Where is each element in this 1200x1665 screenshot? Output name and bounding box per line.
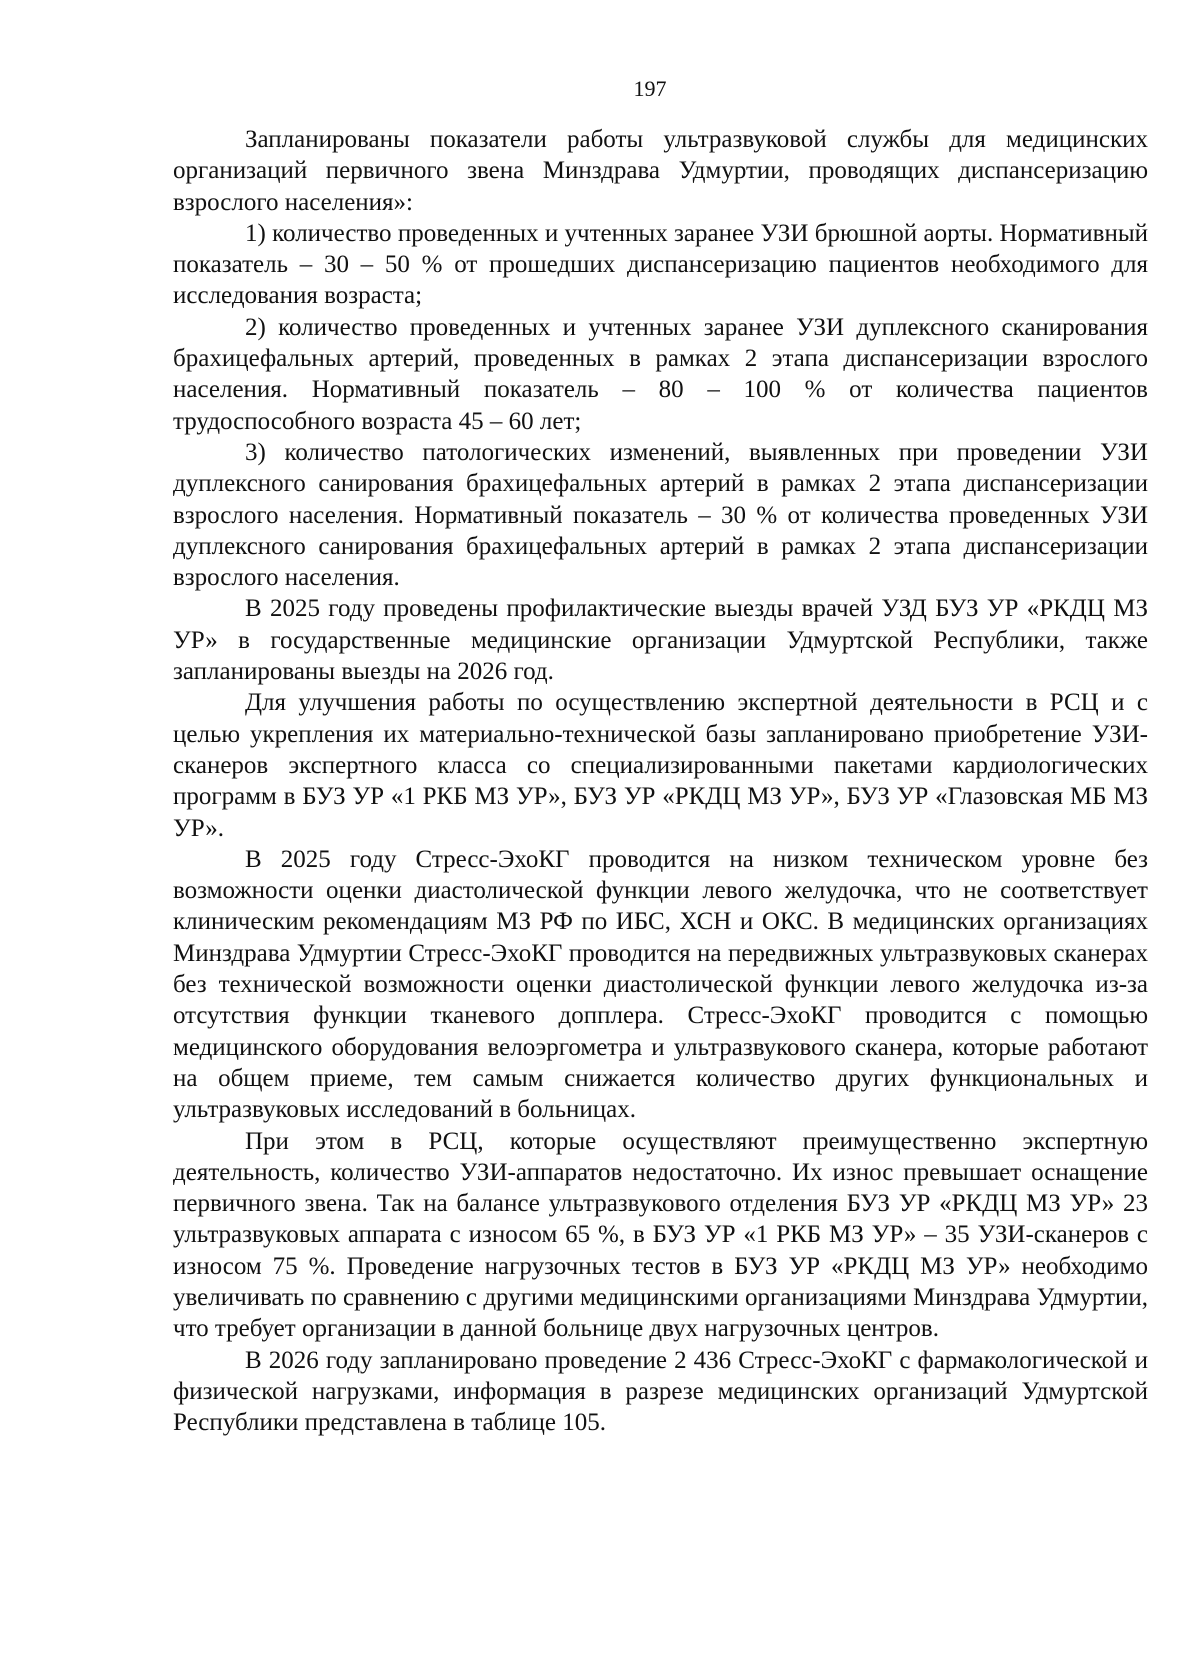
paragraph-visits: В 2025 году проведены профилактические выезды врачей УЗД БУЗ УР «РКДЦ МЗ УР» в государственные медицинские организации Удмуртской Республики, также запланированы выезды на 2026 год. — [173, 595, 1148, 686]
paragraph-equipment-wear: При этом в РСЦ, которые осуществляют преимущественно экспертную деятельность, количество УЗИ-аппаратов недостаточно. Их износ превышает оснащение первичного звена. Так на балансе ультразвукового отделения БУЗ УР «РКДЦ МЗ УР» 23 ультразвуковых аппарата с износом 65 %, в БУЗ УР «1 РКБ МЗ УР» – 35 УЗИ-сканеров с износом 75 %. Проведение нагрузочных тестов в БУЗ УР «РКДЦ МЗ УР» необходимо увеличивать по сравнению с другими медицинскими организациями Минздрава Удмуртии, что требует организации в данной больнице двух нагрузочных центров. — [173, 1127, 1148, 1343]
page-number: 197 — [633, 76, 667, 101]
paragraph-item-3: 3) количество патологических изменений, выявленных при проведении УЗИ дуплексного санирования брахицефальных артерий в рамках 2 этапа диспансеризации взрослого населения. Нормативный показатель – 30 % от количества проведенных УЗИ дуплексного санирования брахицефальных артерий в рамках 2 этапа диспансеризации взрослого населения. — [173, 438, 1148, 592]
paragraph-intro: Запланированы показатели работы ультразвуковой службы для медицинских организаций первичного звена Минздрава Удмуртии, проводящих диспансеризацию взрослого населения»: — [173, 126, 1148, 216]
paragraph-item-2: 2) количество проведенных и учтенных заранее УЗИ дуплексного сканирования брахицефальных артерий, проведенных в рамках 2 этапа диспансеризации взрослого населения. Нормативный показатель – 80 – 100 % от количества пациентов трудоспособного возраста 45 – 60 лет; — [173, 313, 1148, 435]
paragraph-expert-scanners: Для улучшения работы по осуществлению экспертной деятельности в РСЦ и с целью укрепления их материально-технической базы запланировано приобретение УЗИ-сканеров экспертного класса со специализированными пакетами кардиологических программ в БУЗ УР «1 РКБ МЗ УР», БУЗ УР «РКДЦ МЗ УР», БУЗ УР «Глазовская МБ МЗ УР». — [173, 689, 1148, 842]
paragraph-stress-echo: В 2025 году Стресс-ЭхоКГ проводится на низком техническом уровне без возможности оценки диастолической функции левого желудочка, что не соответствует клиническим рекомендациям МЗ РФ по ИБС, ХСН и ОКС. В медицинских организациях Минздрава Удмуртии Стресс-ЭхоКГ проводится на передвижных ультразвуковых сканерах без технической возможности оценки диастолической функции левого желудочка из-за отсутствия функции тканевого допплера. Стресс-ЭхоКГ проводится с помощью медицинского оборудования велоэргометра и ультразвукового сканера, которые работают на общем приеме, тем самым снижается количество других функциональных и ультразвуковых исследований в больницах. — [173, 845, 1148, 1124]
document-body — [173, 124, 1148, 1438]
paragraph-plan-2026: В 2026 году запланировано проведение 2 436 Стресс-ЭхоКГ с фармакологической и физической нагрузками, информация в разрезе медицинских организаций Удмуртской Республики представлена в таблице 105. — [173, 1346, 1148, 1437]
paragraph-item-1: 1) количество проведенных и учтенных заранее УЗИ брюшной аорты. Нормативный показатель – 30 – 50 % от прошедших диспансеризацию пациентов необходимого для исследования возраста; — [173, 219, 1148, 310]
